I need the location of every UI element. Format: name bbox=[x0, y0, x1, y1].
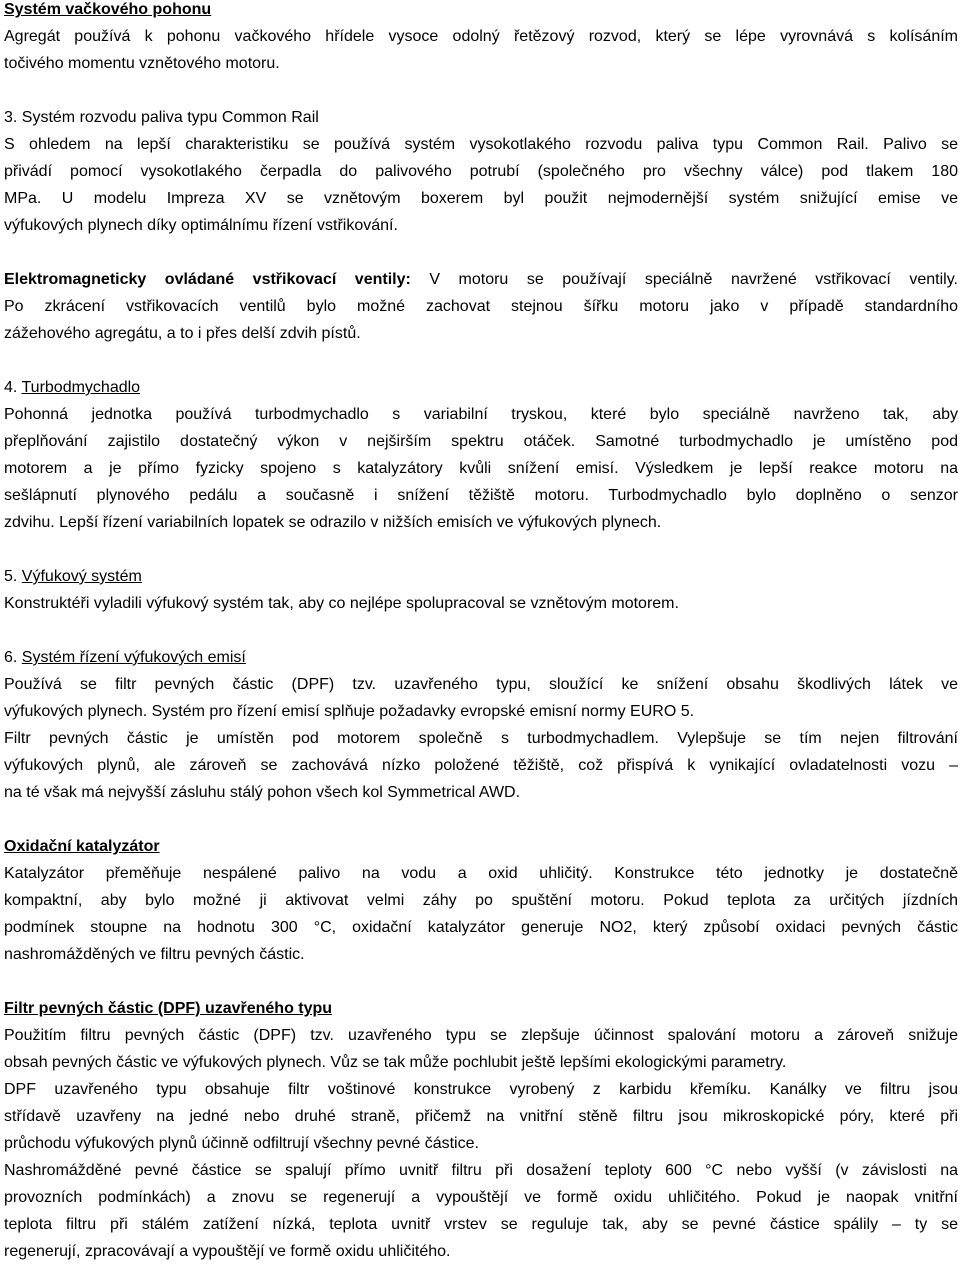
paragraph-line: kompaktní, aby bylo možné ji aktivovat velmi záhy po spuštění motoru. Pokud teplota za určitých jízdních bbox=[4, 892, 958, 909]
paragraph-line: střídavě uzavřeny na jedné nebo druhé straně, přičemž na vnitřní stěně filtru jsou mikroskopické póry, které při bbox=[4, 1108, 958, 1125]
paragraph-line: DPF uzavřeného typu obsahuje filtr voštinové konstrukce vyrobený z karbidu křemíku. Kanálky ve filtru jsou bbox=[4, 1081, 958, 1098]
paragraph-line: Konstruktéři vyladili výfukový systém tak, aby co nejlépe spolupracoval se vznětovým motorem. bbox=[4, 595, 679, 612]
section-dpf bbox=[4, 995, 958, 1265]
section-heading: Filtr pevných částic (DPF) uzavřeného typu bbox=[4, 1000, 333, 1017]
paragraph-line: Agregát používá k pohonu vačkového hřídele vysoce odolný řetězový rozvod, který se lépe vyrovnává s kolísáním bbox=[4, 28, 958, 45]
injectors-text: V motoru se používají speciálně navržené vstřikovací ventily. bbox=[410, 271, 958, 288]
section-exhaust bbox=[4, 563, 958, 617]
paragraph-line: podmínek stoupne na hodnotu 300 °C, oxidační katalyzátor generuje NO2, který způsobí oxidaci pevných částic bbox=[4, 919, 958, 936]
section-turbo bbox=[4, 374, 958, 536]
paragraph-line: S ohledem na lepší charakteristiku se používá systém vysokotlakého rozvodu paliva typu Common Rail. Palivo se bbox=[4, 136, 958, 153]
paragraph-line: regenerují, zpracovávají a vypouštějí ve formě oxidu uhličitého. bbox=[4, 1243, 451, 1260]
document-page bbox=[4, 0, 958, 1265]
paragraph-line: Pohonná jednotka používá turbodmychadlo s variabilní tryskou, které bylo speciálně navrženo tak, aby bbox=[4, 406, 958, 423]
paragraph-line: Použitím filtru pevných částic (DPF) tzv. uzavřeného typu se zlepšuje účinnost spalování motoru a zároveň snižuje bbox=[4, 1027, 958, 1044]
paragraph-line bbox=[4, 266, 958, 293]
paragraph-line: průchodu výfukových plynů účinně odfiltrují všechny pevné částice. bbox=[4, 1135, 479, 1152]
paragraph-line: Po zkrácení vstřikovacích ventilů bylo možné zachovat stejnou šířku motoru jako v případě standardního bbox=[4, 298, 958, 315]
paragraph-line: Nashromážděné pevné částice se spalují přímo uvnitř filtru při dosažení teploty 600 °C nebo vyšší (v závislosti na bbox=[4, 1162, 958, 1179]
paragraph-line: motorem a je přímo fyzicky spojeno s katalyzátory kvůli snížení emisí. Výsledkem je lepší reakce motoru na bbox=[4, 460, 958, 477]
paragraph-line: provozních podmínkách) a znovu se regenerují a vypouštějí ve formě oxidu uhličitého. Pokud je naopak vnitřní bbox=[4, 1189, 958, 1206]
section-number: 6. bbox=[4, 649, 22, 666]
section-heading bbox=[4, 374, 958, 401]
paragraph-line: teplota filtru při stálém zatížení nízká, teplota uvnitř vrstev se reguluje tak, aby se pevné částice spálily – ty se bbox=[4, 1216, 958, 1233]
paragraph-line: nashromážděných ve filtru pevných částic. bbox=[4, 946, 305, 963]
paragraph-line: výfukových plynech. Systém pro řízení emisí splňuje požadavky evropské emisní normy EURO 5. bbox=[4, 703, 695, 720]
paragraph-line: Používá se filtr pevných částic (DPF) tzv. uzavřeného typu, sloužící ke snížení obsahu škodlivých látek ve bbox=[4, 676, 958, 693]
section-emissions bbox=[4, 644, 958, 806]
paragraph-line: na té však má nejvyšší zásluhu stálý pohon všech kol Symmetrical AWD. bbox=[4, 784, 521, 801]
paragraph-line: přeplňování zajistilo dostatečný výkon v nejširším spektru otáček. Samotné turbodmychadlo je umístěno pod bbox=[4, 433, 958, 450]
paragraph-line: zážehového agregátu, a to i přes delší zdvih pístů. bbox=[4, 325, 361, 342]
section-heading: 3. Systém rozvodu paliva typu Common Rail bbox=[4, 109, 319, 126]
section-heading bbox=[4, 563, 958, 590]
paragraph-line: výfukových plynů, ale zároveň se zachovává nízko položené těžiště, což přispívá k vynikající ovladatelnosti vozu – bbox=[4, 757, 958, 774]
paragraph-line: obsah pevných částic ve výfukových plynech. Vůz se tak může pochlubit ještě lepšími ekologickými parametry. bbox=[4, 1054, 787, 1071]
section-heading: Systém vačkového pohonu bbox=[4, 1, 212, 18]
paragraph-line: Katalyzátor přeměňuje nespálené palivo na vodu a oxid uhličitý. Konstrukce této jednotky je dostatečně bbox=[4, 865, 958, 882]
section-title: Systém řízení výfukových emisí bbox=[21, 649, 246, 666]
paragraph-line: MPa. U modelu Impreza XV se vznětovým boxerem byl použit nejmodernější systém snižující emise ve bbox=[4, 190, 958, 207]
section-cam-drive bbox=[4, 0, 958, 77]
section-number: 4. bbox=[4, 379, 22, 396]
paragraph-line: sešlápnutí plynového pedálu a současně i snížení těžiště motoru. Turbodmychadlo bylo doplněno o senzor bbox=[4, 487, 958, 504]
section-number: 5. bbox=[4, 568, 22, 585]
section-heading bbox=[4, 644, 958, 671]
paragraph-line: výfukových plynech díky optimálnímu řízení vstřikování. bbox=[4, 217, 398, 234]
section-title: Turbodmychadlo bbox=[21, 379, 141, 396]
paragraph-line: zdvihu. Lepší řízení variabilních lopatek se odrazilo v nižších emisích ve výfukových plynech. bbox=[4, 514, 662, 531]
paragraph-line: přivádí pomocí vysokotlakého čerpadla do palivového potrubí (společného pro všechny válce) pod tlakem 180 bbox=[4, 163, 958, 180]
paragraph-line: Filtr pevných částic je umístěn pod motorem společně s turbodmychadlem. Vylepšuje se tím nejen filtrování bbox=[4, 730, 958, 747]
section-injectors bbox=[4, 266, 958, 347]
section-common-rail bbox=[4, 104, 958, 239]
injectors-label: Elektromagneticky ovládané vstřikovací ventily: bbox=[4, 271, 411, 288]
section-title: Výfukový systém bbox=[21, 568, 142, 585]
section-heading: Oxidační katalyzátor bbox=[4, 838, 160, 855]
section-oxidation-catalyst bbox=[4, 833, 958, 968]
paragraph-line: točivého momentu vznětového motoru. bbox=[4, 55, 280, 72]
